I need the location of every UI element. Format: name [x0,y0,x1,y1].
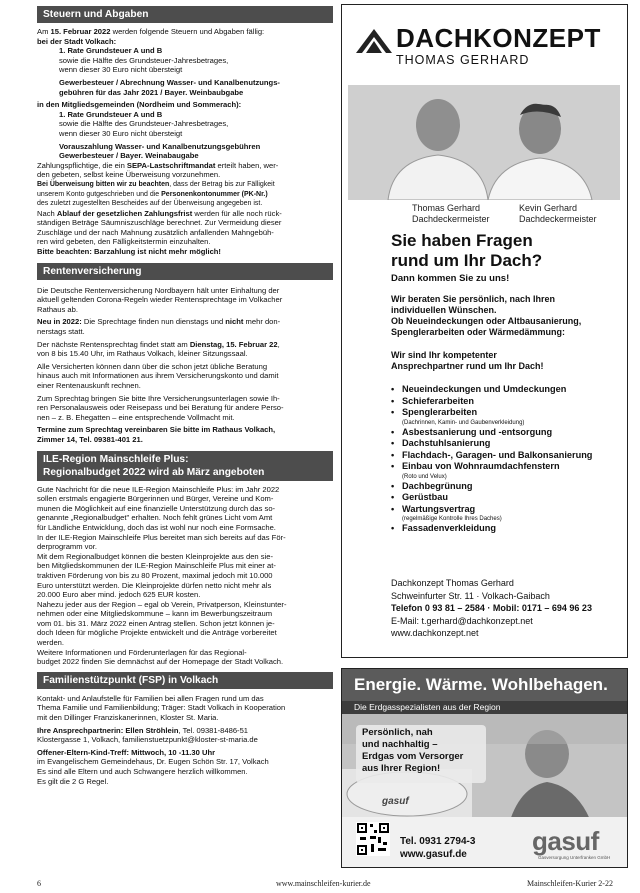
text-line: einer Rentenauskunft rechnen. [37,381,141,390]
section-header-ile-region [37,451,333,481]
service-item [391,450,621,462]
contact-website[interactable]: www.dachkonzept.net [391,628,479,638]
gasuf-headline: Energie. Wärme. Wohlbehagen. [354,675,608,694]
service-item [391,461,621,481]
ile-region-body [37,485,333,667]
gasuf-logo: gasuf [532,826,599,856]
text-line: Der nächste Rentensprechtag findet statt am Dienstag, 15. Februar 22, [37,339,280,349]
text-line: ren wird gebeten, den Fälligkeitstermin einzuhalten. [37,237,211,247]
text-line: Zimmer 14, Tel. 09381-401 21. [37,434,143,444]
text-line: bei der Stadt Volkach: [37,36,117,46]
service-label: Spenglerarbeiten [402,407,478,417]
person1-name: Thomas Gerhard [412,203,481,213]
car-logo-text: gasuf [382,796,409,807]
text-line: nehmen oder eine Mitgliedskommune – kann im Bewerbungszeitraum [37,609,273,619]
text-line: in den Mitgliedsgemeinden (Nordheim und Sommerach): [37,100,242,110]
section-header-pension: Rentenversicherung [37,263,333,280]
text-line: Thema Familie und Familienbildung; Träger: Stadt Volkach in Kooperation [37,703,286,713]
text-line: Weitere Informationen und Förderunterlagen für das Regional- [37,647,247,657]
text-line: für Ländliche Entwicklung, doch das ist wohl nur noch eine Formsache. [37,522,276,532]
ad-text-block [391,294,581,338]
text-line: munen die Möglichkeit auf eine finanzielle Unterstützung durch das so- [37,503,276,513]
service-item [391,438,621,450]
text-line: sollen erstmals engagierte Bürgerinnen und Bürger, Vereine und Kom- [37,494,274,504]
slogan-line: und nachhaltig – [362,739,438,750]
text-line: Klostergasse 1, Volkach, familienstuetzpunkt@kloster-st-maria.de [37,735,258,745]
service-note: (Roto und Velux) [402,473,447,480]
text-line: nerstags statt. [37,327,85,337]
text-line: Alle Versicherten können dann über die schon jetzt übliche Beratung [37,361,268,371]
text-line: Es gilt die 2 G Regel. [37,776,109,786]
text-line: Euro unterstützt werden. Die Kleinprojekte dürfen netto nicht mehr als [37,580,272,590]
text-line: Rathaus ab. [37,304,78,314]
text-line: Gewerbesteuer / Abrechnung Wasser- und Kanalbenutzungs- [59,77,280,87]
section-title-line: Regionalbudget 2022 wird ab März angeboten [43,466,265,478]
service-item [391,481,621,493]
gasuf-phone: Tel. 0931 2794-3 [400,836,476,847]
services-list [391,384,621,535]
footer-url[interactable]: www.mainschleifen-kurier.de [276,879,371,888]
gasuf-contact [400,835,475,861]
person2-name: Kevin Gerhard [519,203,578,213]
text-line: Kontakt- und Anlaufstelle für Familien bei allen Fragen rund um das [37,693,264,703]
ad-text-line: Wir sind Ihr kompetenter [391,350,497,360]
text-line: vom 01. bis 31. März 2022 einen Antrag stellen. Schon jetzt können je- [37,618,275,628]
text-line: Neu in 2022: Die Sprechtage finden nun dienstags und nicht mehr don- [37,317,281,327]
ad-headline [391,231,542,271]
service-label: Einbau von Wohnraumdachfenstern [402,461,560,471]
text-line: werden. [37,638,65,648]
text-line: wenn dieser 30 Euro nicht übersteigt [59,65,183,75]
portrait-photo [348,85,620,200]
service-item [391,504,621,524]
text-line: sowie die Hälfte des Grundsteuer-Jahresbetrages, [59,119,229,129]
ad-text-line: Ansprechpartner rund um Ihr Dach! [391,361,544,371]
service-label: Wartungsvertrag [402,503,476,514]
service-note: (regelmäßige Kontrolle Ihres Daches) [402,516,502,522]
service-label: Dachbegrünung [402,480,473,491]
text-line: von 8 bis 15.40 Uhr, im Rathaus Volkach, kleiner Sitzungssaal. [37,349,248,359]
service-item [391,492,621,504]
left-column [37,6,333,786]
service-label: Fassadenverkleidung [402,523,496,533]
service-label: Neueindeckungen und Umdeckungen [402,384,567,394]
text-line: Gute Nachricht für die neue ILE-Region Mainschleife Plus: im Jahr 2022 [37,484,280,494]
roof-logo-icon [356,29,392,53]
text-line: den gebeten, selbst keine Überweisung vorzunehmen. [37,170,221,180]
service-item [391,427,621,439]
text-line: In der ILE-Region Mainschleife Plus bereitet man sich bereits auf das För- [37,532,286,542]
ad-text-line: Spenglerarbeiten oder Wärmedämmung: [391,327,566,337]
text-line: Zahlungspflichtige, die ein SEPA-Lastschriftmandat erteilt haben, wer- [37,160,279,170]
section-header-taxes: Steuern und Abgaben [37,6,333,23]
ad-contact [391,577,592,640]
ad-text-line: Ob Neueindeckungen oder Altbausanierung, [391,316,582,326]
text-line: 1. Rate Grundsteuer A und B [59,109,163,119]
slogan-line: Persönlich, nah [362,727,433,738]
text-line: ren Personalausweis oder Reisepass und bei Beratung für andere Perso- [37,403,284,413]
headline-line: Sie haben Fragen [391,231,533,250]
text-line: sowie die Hälfte des Grundsteuer-Jahresbetrages, [59,55,229,65]
service-item [391,384,621,396]
two-men-photo-icon [348,85,620,200]
text-line: mit den Dillinger Franziskanerinnen, Kloster St. Maria. [37,713,219,723]
text-line: unserem Konto gutgeschrieben und die Personenkontonummer (PK-Nr.) [37,190,268,198]
section-header-family-center: Familienstützpunkt (FSP) in Volkach [37,672,333,689]
service-item [391,407,621,427]
text-line: hinaus auch mit Informationen aus ihrem Versicherungskonto und damit [37,371,279,381]
contact-phone: Telefon 0 93 81 – 2584 · Mobil: 0171 – 694 96 23 [391,603,592,613]
text-line: aktuell geltenden Corona-Regeln wieder Rentensprechtage im Volkacher [37,295,283,305]
service-label: Flachdach-, Garagen- und Balkonsanierung [402,449,593,460]
person2-caption [519,203,597,225]
person1-caption [412,203,490,225]
text-line: doch Ideen für mögliche Projekte entwickelt und die Anträge vorbereitet [37,628,277,638]
brand-subtitle: THOMAS GERHARD [396,53,530,67]
person1-role: Dachdeckermeister [412,214,490,224]
text-line: Vorauszahlung Wasser- und Kanalbenutzungsgebühren [59,141,261,151]
text-line: des zuletzt zugestellten Bescheides auf der Überweisung angegeben ist. [37,200,263,208]
text-line: traktiven Förderung von bis zu 80 Prozent, maximal jedoch mit 10.000 [37,570,273,580]
text-line: Nach Ablauf der gesetzlichen Zahlungsfrist werden für alle noch rück- [37,208,282,218]
qr-code-icon[interactable] [356,822,390,856]
text-line: im Evangelischem Gemeindehaus, Dr. Eugen Schön Str. 17, Volkach [37,757,269,767]
service-label: Dachstuhlsanierung [402,438,491,448]
ad-subline: Dann kommen Sie zu uns! [391,273,510,284]
text-line: Zuschläge und der nach Mahnung zusätzlich anfallenden Mahngebüh- [37,227,274,237]
person2-role: Dachdeckermeister [519,214,597,224]
gasuf-website[interactable]: www.gasuf.de [400,849,467,860]
gasuf-ad [341,668,628,868]
text-line: genannte „Regionalbudget" erhalten. Noch fehlt grünes Licht vom Amt [37,513,273,523]
text-line: ständigen Beträge Säumniszuschläge berechnet. Zur Vermeidung dieser [37,218,282,228]
service-item [391,523,621,535]
text-line: 1. Rate Grundsteuer A und B [59,46,163,56]
text-line: Ihre Ansprechpartnerin: Ellen Ströhlein, Tel. 09381-8486-51 [37,725,249,735]
service-note: (Dachrinnen, Kamin- und Gaubenverkleidung) [402,419,525,426]
text-line: Nahezu jeder aus der Region – egal ob Verein, Privatperson, Kleinstunter- [37,599,287,609]
email-link[interactable]: familienstuetzpunkt@kloster-st-maria.de [122,735,258,745]
ad-text-line: individuellen Wünschen. [391,305,497,315]
dachkonzept-logo [356,25,616,77]
text-line: gebühren für das Jahr 2021 / Bayer. Weinbaubgabe [59,87,244,97]
page-number: 6 [37,879,41,888]
text-line: 20.000 Euro aber mind. jedoch 625 EUR kosten. [37,590,201,600]
text-line: Es sind alle Eltern und auch Schwangere herzlich willkommen. [37,767,248,776]
headline-line: rund um Ihr Dach? [391,251,543,270]
gasuf-slogan [362,727,463,775]
gasuf-strip-text: Die Erdgasspezialisten aus der Region [354,702,501,712]
section-title-line: ILE-Region Mainschleife Plus: [43,453,189,465]
text-line: Bitte beachten: Barzahlung ist nicht mehr möglich! [37,247,221,257]
service-label: Asbestsanierung und -entsorgung [402,426,553,437]
slogan-line: aus Ihrer Region! [362,763,441,774]
text-line: Bei Überweisung bitten wir zu beachten, dass der Betrag bis zur Fälligkeit [37,180,275,188]
slogan-line: Erdgas vom Versorger [362,751,464,762]
text-line: Gewerbesteuer / Bayer. Weinabaugabe [59,151,199,161]
text-line: derprogramm vor. [37,542,97,552]
text-line: Mit dem Regionalbudget können die besten Kleinprojekte aus den sie- [37,551,273,561]
text-line: Am 15. Februar 2022 werden folgende Steuern und Abgaben fällig: [37,27,265,36]
text-line: nen – z. B. Ehegatten – eine entsprechende Vollmacht mit. [37,412,235,422]
text-line: budget 2022 finden Sie demnächst auf der Homepage der Stadt Volkach. [37,657,284,667]
ad-text-block [391,350,544,372]
contact-email[interactable]: E-Mail: t.gerhard@dachkonzept.net [391,615,533,626]
dachkonzept-ad [341,4,628,658]
text-line: Offener-Eltern-Kind-Treff: Mittwoch, 10 -11.30 Uhr [37,747,216,757]
text-line: ben Mitgliedskommunen der ILE-Region Mainschleife Plus mit einer at- [37,561,276,571]
text-line: wenn dieser 30 Euro nicht übersteigt [59,128,183,138]
gasuf-logo-sub: Gasversorgung Unterfranken GmbH [538,855,611,860]
contact-name: Dachkonzept Thomas Gerhard [391,578,514,588]
text-line: Die Deutsche Rentenversicherung Nordbayern hält unter Einhaltung der [37,285,280,295]
footer-issue: Mainschleifen-Kurier 2-22 [527,879,613,888]
text-line: Termine zum Sprechtag vereinbaren Sie bitte im Rathaus Volkach, [37,425,276,435]
ad-text-line: Wir beraten Sie persönlich, nach Ihren [391,294,555,304]
service-label: Schieferarbeiten [402,395,474,406]
service-item [391,396,621,408]
service-label: Gerüstbau [402,492,448,502]
brand-name: DACHKONZEPT [396,23,601,53]
contact-address: Schweinfurter Str. 11 · Volkach-Gaibach [391,590,550,601]
text-line: Zum Sprechtag bringen Sie bitte Ihre Versicherungsunterlagen sowie Ih- [37,393,280,403]
